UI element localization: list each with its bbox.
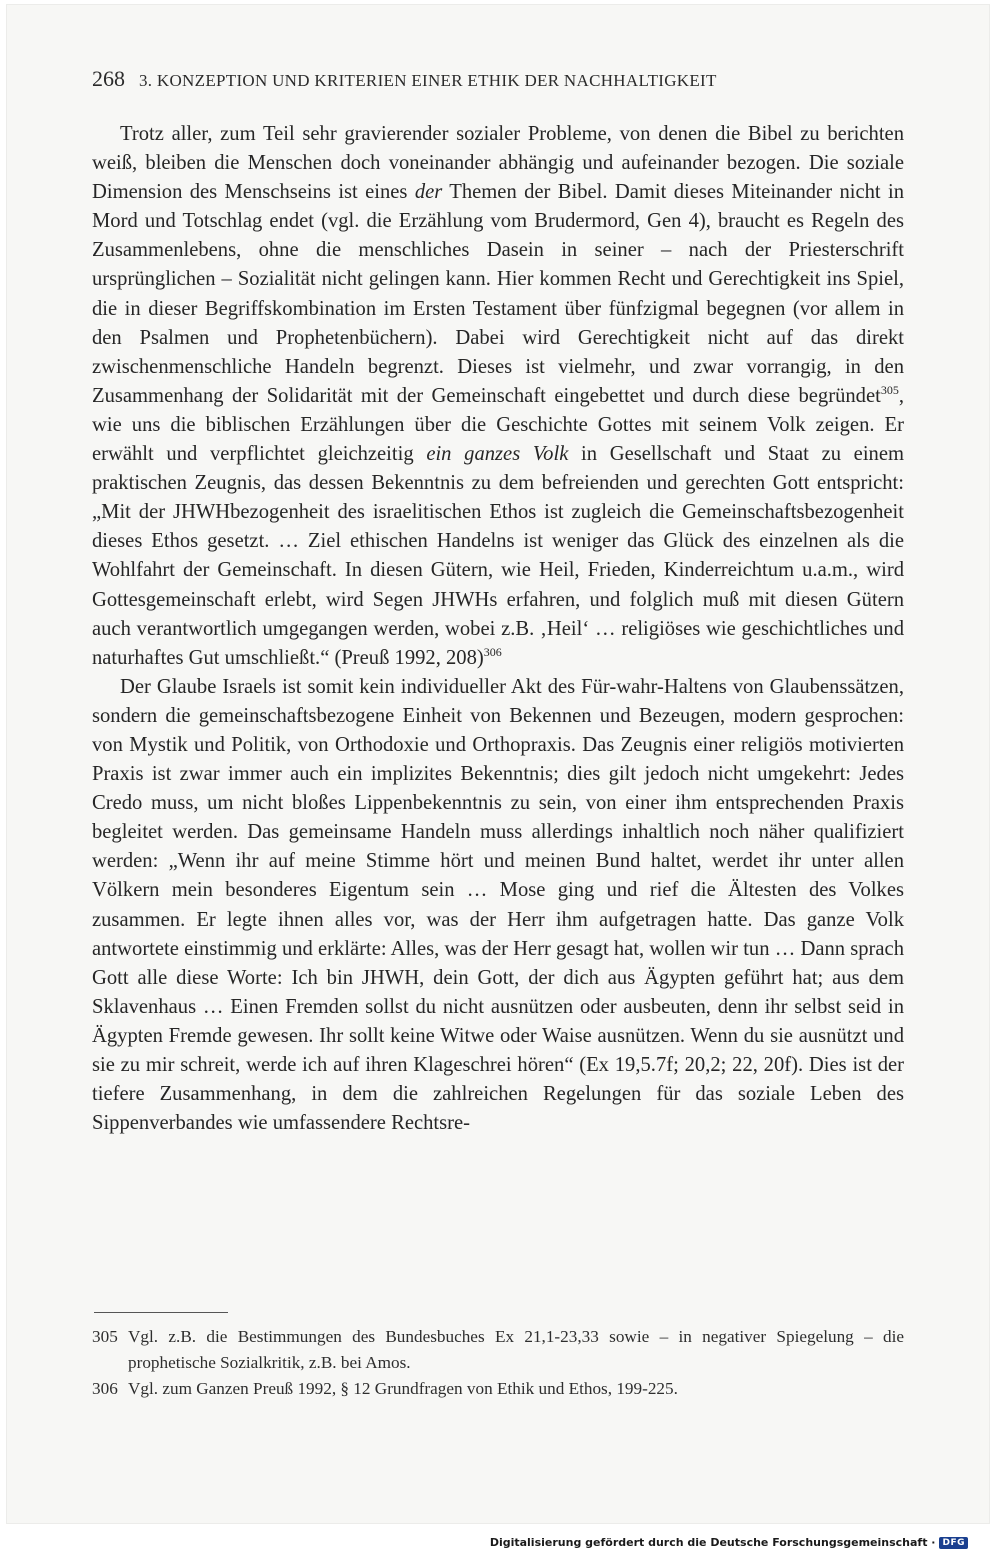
footnote-text: Vgl. zum Ganzen Preuß 1992, § 12 Grundfragen von Ethik und Ethos, 199-225.	[128, 1379, 678, 1398]
digitization-credit	[490, 1536, 968, 1549]
chapter-title: 3. KONZEPTION UND KRITERIEN EINER ETHIK DER NACHHALTIGKEIT	[139, 71, 717, 90]
main-text	[92, 120, 904, 1138]
footnote-306	[92, 1376, 904, 1402]
footnote-ref-305[interactable]: 305	[880, 382, 899, 397]
page-number: 268	[92, 66, 125, 91]
paragraph-2: Der Glaube Israels ist somit kein individueller Akt des Für-wahr-Haltens von Glaubenssätzen, sondern die gemeinschaftsbezogene Einheit von Bekennen und Bezeugen, modern gesprochen: von Mystik und Politik, von Orthodoxie und Orthopraxis. Das Zeugnis einer religiös motivierten Praxis ist zwar immer auch ein implizites Bekenntnis; dies gilt jedoch nicht umgekehrt: Jedes Credo muss, um nicht bloßes Lippenbekenntnis zu sein, von einer ihm entsprechenden Praxis begleitet werden. Das gemeinsame Handeln muss allerdings inhaltlich noch näher qualifiziert werden: „Wenn ihr auf meine Stimme hört und meinen Bund haltet, werdet ihr unter allen Völkern mein besonderes Eigentum sein … Mose ging und rief die Ältesten des Volkes zusammen. Er legte ihnen alles vor, was der Herr ihm aufgetragen hatte. Das ganze Volk antwortete einstimmig und erklärte: Alles, was der Herr gesagt hat, wollen wir tun … Dann sprach Gott alle diese Worte: Ich bin JHWH, dein Gott, der dich aus Ägypten geführt hat; aus dem Sklavenhaus … Einen Fremden sollst du nicht ausnützen oder ausbeuten, denn ihr selbst seid in Ägypten Fremde gewesen. Ihr sollt keine Witwe oder Waise ausnützen. Wenn du sie ausnützt und sie zu mir schreit, werde ich auf ihren Klageschrei hören“ (Ex 19,5.7f; 20,2; 22, 20f). Dies ist der tiefere Zusammenhang, in dem die zahlreichen Regelungen für das soziale Leben des Sippenverbandes wie umfassendere Rechtsre-	[92, 675, 904, 1135]
footnote-ref-306[interactable]: 306	[483, 644, 502, 659]
footnote-number: 306	[92, 1379, 118, 1398]
paragraph-1: Trotz aller, zum Teil sehr gravierender sozialer Probleme, von denen die Bibel zu berichten weiß, bleiben die Menschen doch voneinander abhängig und aufeinander bezogen. Die soziale Dimension des Menschseins ist eines der Themen der Bibel. Damit dieses Miteinander nicht in Mord und Totschlag endet (vgl. die Erzählung vom Brudermord, Gen 4), braucht es Regeln des Zusammenlebens, ohne die menschliches Dasein in seiner – nach der Priesterschrift ursprünglichen – Sozialität nicht gelingen kann. Hier kommen Recht und Gerechtigkeit ins Spiel, die in dieser Begriffskombination im Ersten Testament über fünfzigmal begegnen (vor allem in den Psalmen und Prophetenbüchern). Dabei wird Gerechtigkeit nicht auf das direkt zwischenmenschliche Handeln begrenzt. Dieses ist vielmehr, und zwar vorrangig, in den Zusammenhang der Solidarität mit der Gemeinschaft eingebettet und durch diese begründet$^{305}$, wie uns die biblischen Erzählungen über die Geschichte Gottes mit seinem Volk zeigen. Er erwählt und verpflichtet gleichzeitig ein ganzes Volk in Gesellschaft und Staat zu einem praktischen Zeugnis, das dessen Bekenntnis zu dem befreienden und gerechten Gott entspricht: „Mit der JHWHbezogenheit des israelitischen Ethos ist zugleich die Gemeinschaftsbezogenheit dieses Ethos gesetzt. … Ziel ethischen Handelns ist weniger das Glück des einzelnen als die Wohlfahrt der Gemeinschaft. In diesen Gütern, wie Heil, Frieden, Kinderreichtum u.a.m., wird Gottesgemeinschaft erlebt, wird Segen JHWHs erfahren, und folglich muß mit diesen Gütern auch verantwortlich umgegangen werden, wobei z.B. ‚Heil‘ … religiöses wie geschichtliches und naturhaftes Gut umschließt.“ (Preuß 1992, 208)$^{306}$	[92, 123, 905, 669]
emphasis-ein-ganzes-volk: ein ganzes Volk	[426, 443, 569, 466]
book-page	[6, 4, 990, 1524]
footnote-divider	[94, 1312, 228, 1313]
dfg-logo: DFG	[939, 1537, 968, 1549]
running-header	[92, 66, 912, 92]
credit-text: Digitalisierung gefördert durch die Deutsche Forschungsgemeinschaft ·	[489, 1536, 936, 1549]
footnote-305	[92, 1324, 904, 1376]
footnote-text: Vgl. z.B. die Bestimmungen des Bundesbuches Ex 21,1-23,33 sowie – in negativer Spiegelung – die prophetische Sozialkritik, z.B. bei Amos.	[128, 1327, 904, 1372]
emphasis-der: der	[414, 181, 443, 204]
footnote-number: 305	[92, 1327, 118, 1346]
footnotes	[92, 1324, 904, 1402]
